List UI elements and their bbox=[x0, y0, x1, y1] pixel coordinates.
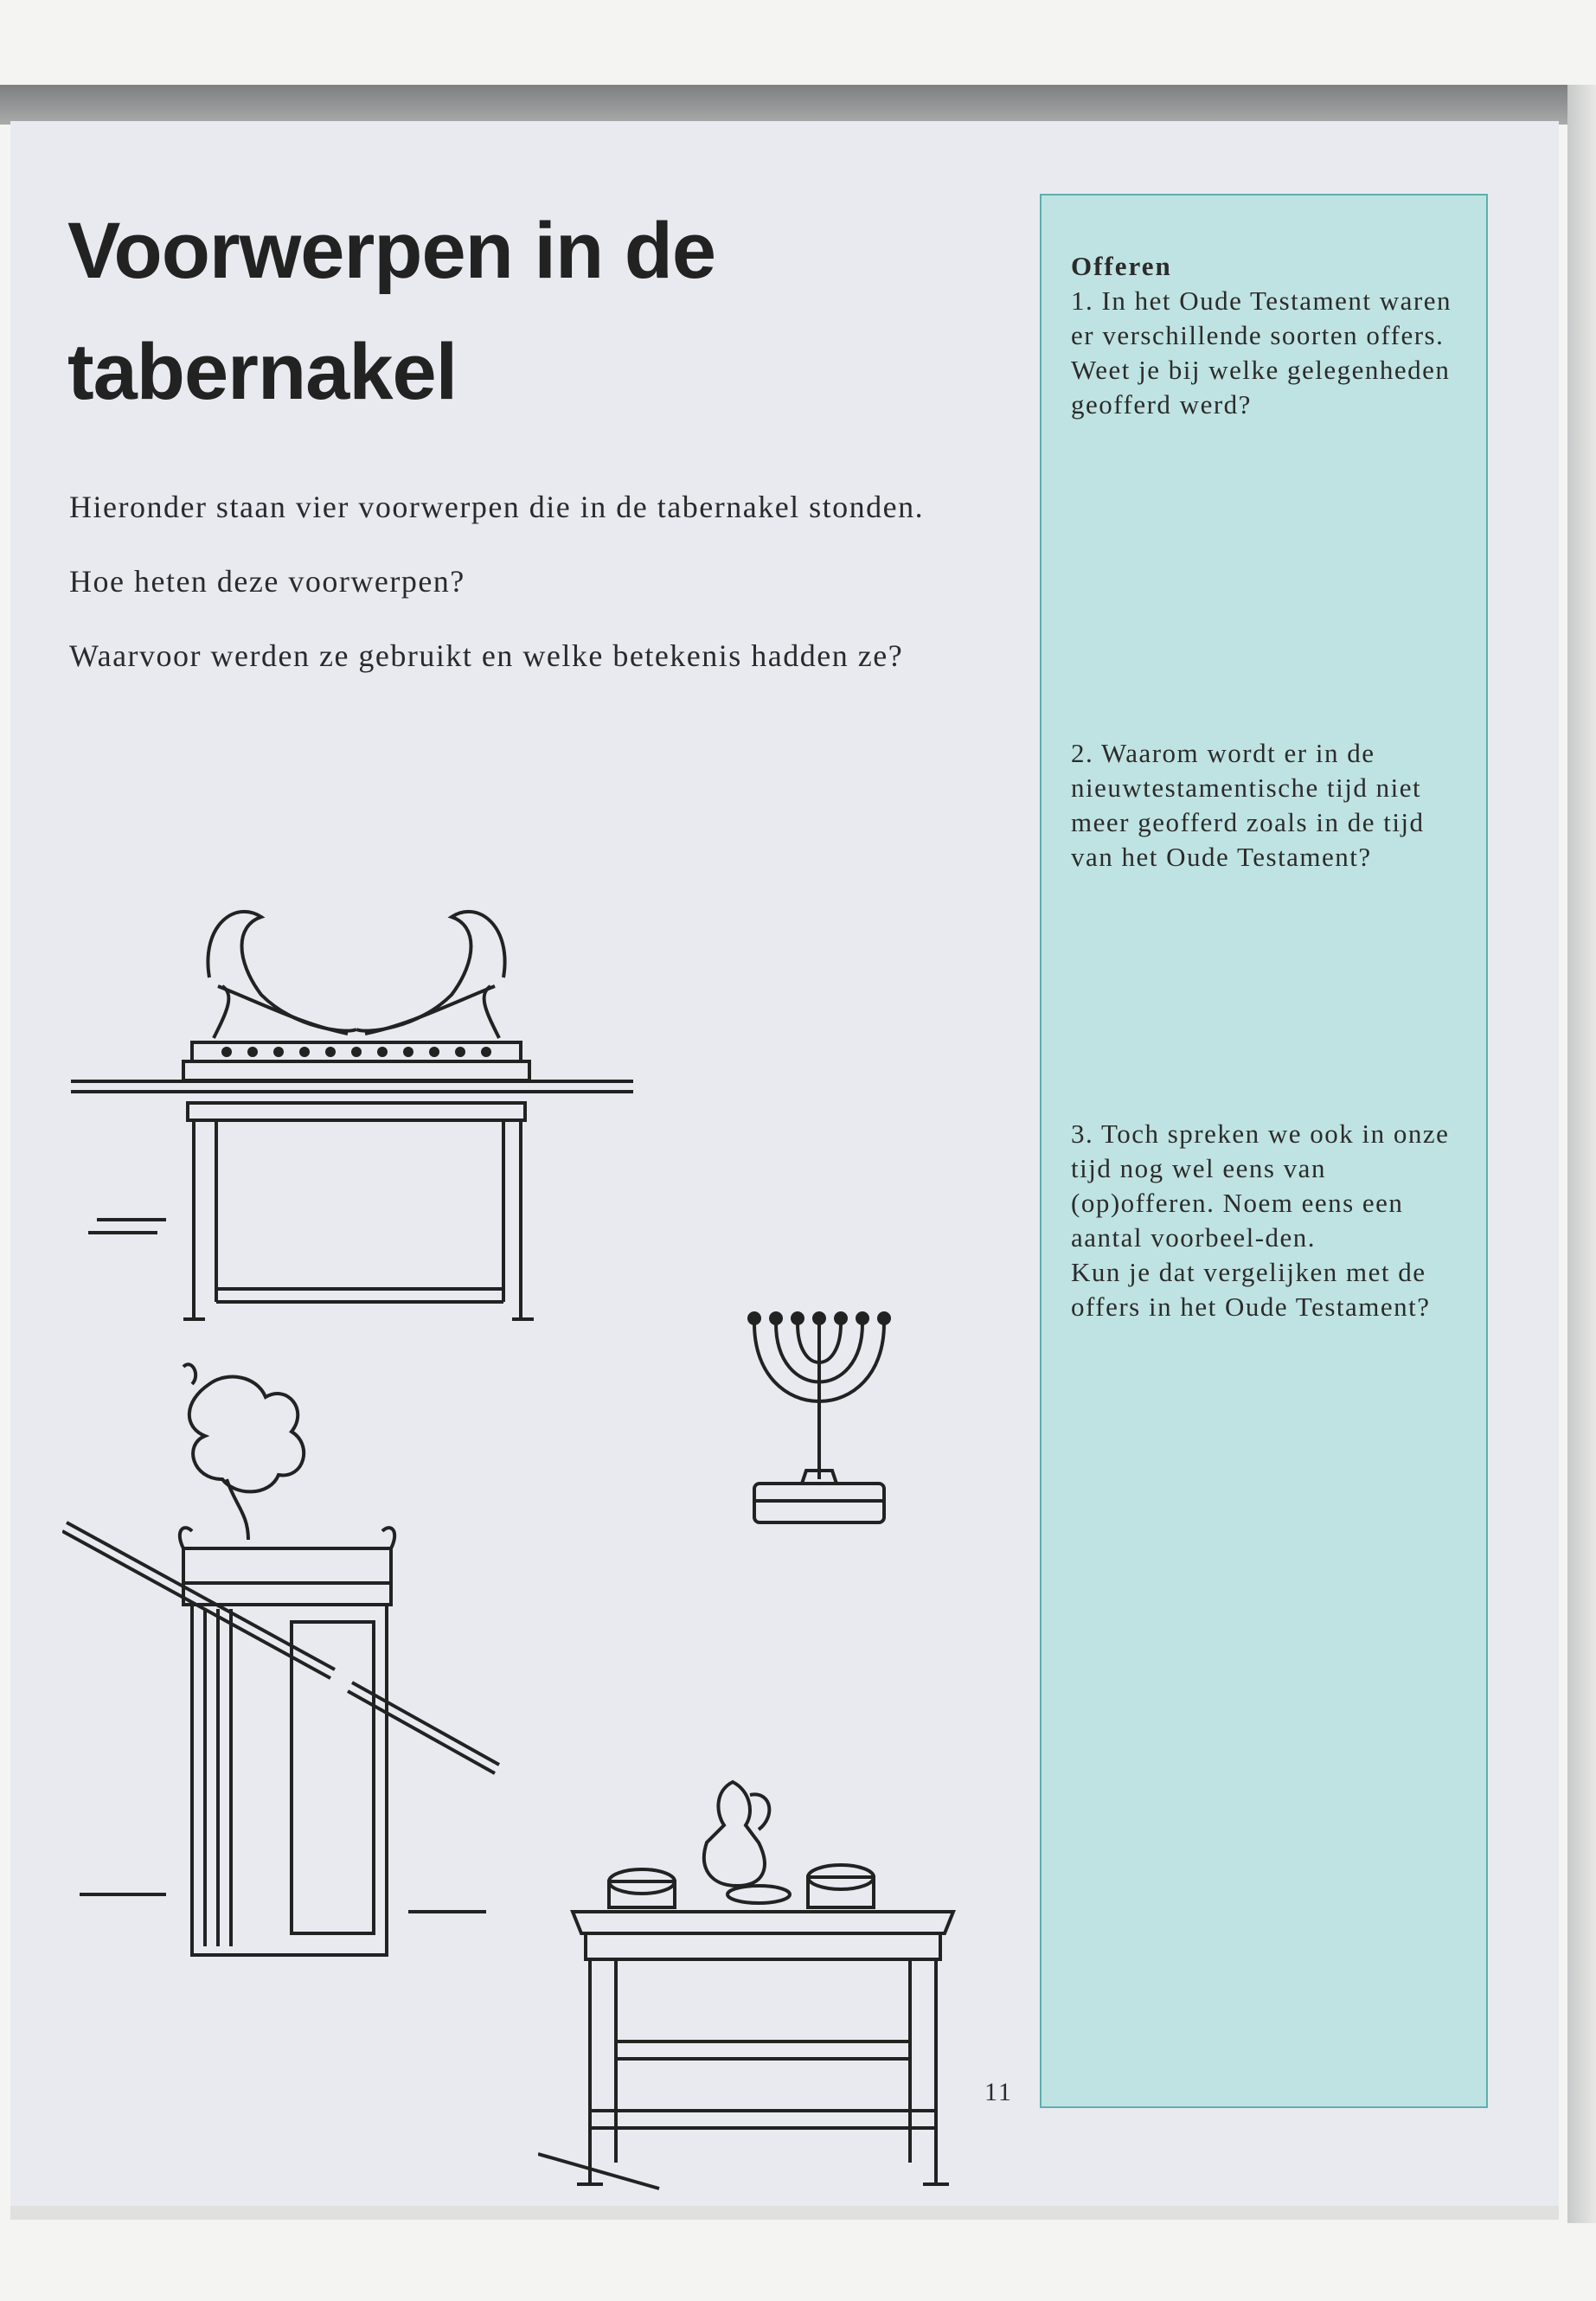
question-2: 2. Waarom wordt er in de nieuwtestamentische tijd niet meer geofferd zoals in de tijd van het Oude Testament? bbox=[1071, 738, 1425, 872]
scan-edge-top bbox=[0, 85, 1596, 125]
page-number: 11 bbox=[984, 2078, 1013, 2106]
intro-paragraph-2: Hoe heten deze voorwerpen? bbox=[69, 564, 465, 599]
intro-text bbox=[69, 489, 969, 712]
question-3-part-2: Kun je dat vergelijken met de offers in het Oude Testament? bbox=[1071, 1257, 1431, 1322]
intro-paragraph-3: Waarvoor werden ze gebruikt en welke betekenis hadden ze? bbox=[69, 638, 904, 673]
showbread-table-icon bbox=[538, 1747, 988, 2240]
question-1: 1. In het Oude Testament waren er verschillende soorten offers. Weet je bij welke gelegenheden geofferd werd? bbox=[1071, 285, 1452, 420]
scan-edge-right bbox=[1567, 85, 1596, 2223]
offeren-sidebar bbox=[1040, 194, 1488, 2108]
intro-paragraph-1: Hieronder staan vier voorwerpen die in de tabernakel stonden. bbox=[69, 490, 925, 524]
page-title: Voorwerpen in de tabernakel bbox=[67, 207, 716, 416]
menorah-icon bbox=[728, 1298, 910, 1531]
page bbox=[10, 121, 1559, 2206]
sidebar-heading: Offeren bbox=[1071, 251, 1172, 281]
question-3 bbox=[1071, 1117, 1460, 1324]
ark-of-covenant-icon bbox=[62, 865, 651, 1349]
incense-altar-icon bbox=[62, 1349, 512, 1990]
question-3-part-1: 3. Toch spreken we ook in onze tijd nog wel eens van (op)offeren. Noem eens een aantal voorbeel-den. bbox=[1071, 1118, 1450, 1253]
